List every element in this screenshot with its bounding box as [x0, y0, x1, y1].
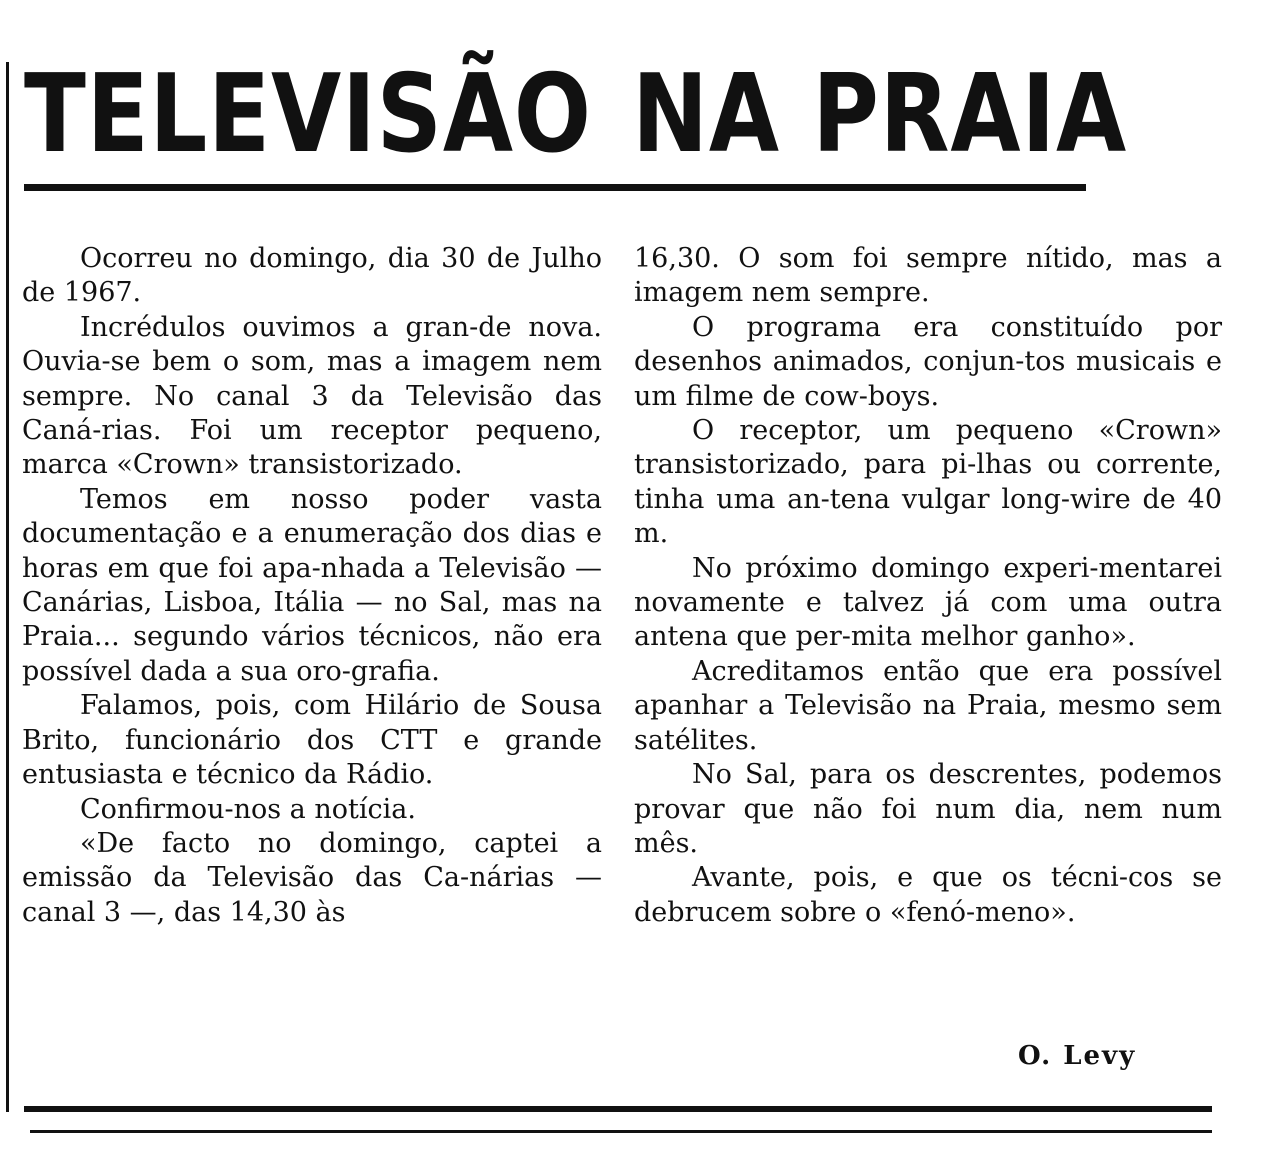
left-border-rule [6, 62, 9, 1112]
paragraph: Temos em nosso poder vasta documentação e a enumeração dos dias e horas em que foi apa-nhada a Televisão — Canárias, Lisboa, Itália — no Sal, mas na Praia... segundo vários técnicos, não era possível dada a sua oro-grafia. [22, 483, 602, 687]
paragraph-continuation: 16,30. O som foi sempre nítido, mas a imagem nem sempre. [634, 243, 1222, 309]
paragraph: Falamos, pois, com Hilário de Sousa Brito, funcionário dos CTT e grande entusiasta e técnico da Rádio. [22, 690, 602, 791]
paragraph: Acreditamos então que era possível apanhar a Televisão na Praia, mesmo sem satélites. [634, 655, 1222, 756]
author-signature: O. Levy [1018, 1041, 1137, 1071]
headline [24, 52, 1128, 178]
paragraph: O receptor, um pequeno «Crown» transistorizado, para pi-lhas ou corrente, tinha uma an-tena vulgar long-wire de 40 m. [634, 415, 1222, 550]
headline-part-1: TELEVISÃO [24, 52, 592, 177]
paragraph: No Sal, para os descrentes, podemos provar que não foi num dia, nem num mês. [634, 759, 1222, 859]
paragraph: O programa era constituído por desenhos animados, conjun-tos musicais e um filme de cow-boys. [634, 311, 1222, 412]
paragraph: «De facto no domingo, captei a emissão da Televisão das Ca-nárias — canal 3 —, das 14,30 às [22, 827, 602, 928]
paragraph: No próximo domingo experi-mentarei novamente e talvez já com uma outra antena que per-mita melhor ganho». [634, 552, 1222, 653]
bottom-rule [24, 1106, 1212, 1112]
bottom-rule-thin [30, 1130, 1212, 1133]
headline-part-2: NA PRAIA [632, 52, 1128, 177]
paragraph: Avante, pois, e que os técni-cos se debrucem sobre o «fenó-meno». [634, 862, 1222, 928]
paragraph: Ocorreu no domingo, dia 30 de Julho de 1967. [22, 243, 602, 309]
paragraph: Confirmou-nos a notícia. [80, 793, 416, 825]
headline-rule [24, 184, 1086, 191]
article-column-right [634, 242, 1222, 930]
paragraph: Incrédulos ouvimos a gran-de nova. Ouvia-se bem o som, mas a imagem nem sempre. No canal 3 da Televisão das Caná-rias. Foi um receptor pequeno, marca «Crown» transistorizado. [22, 311, 602, 481]
article-column-left [22, 242, 602, 930]
